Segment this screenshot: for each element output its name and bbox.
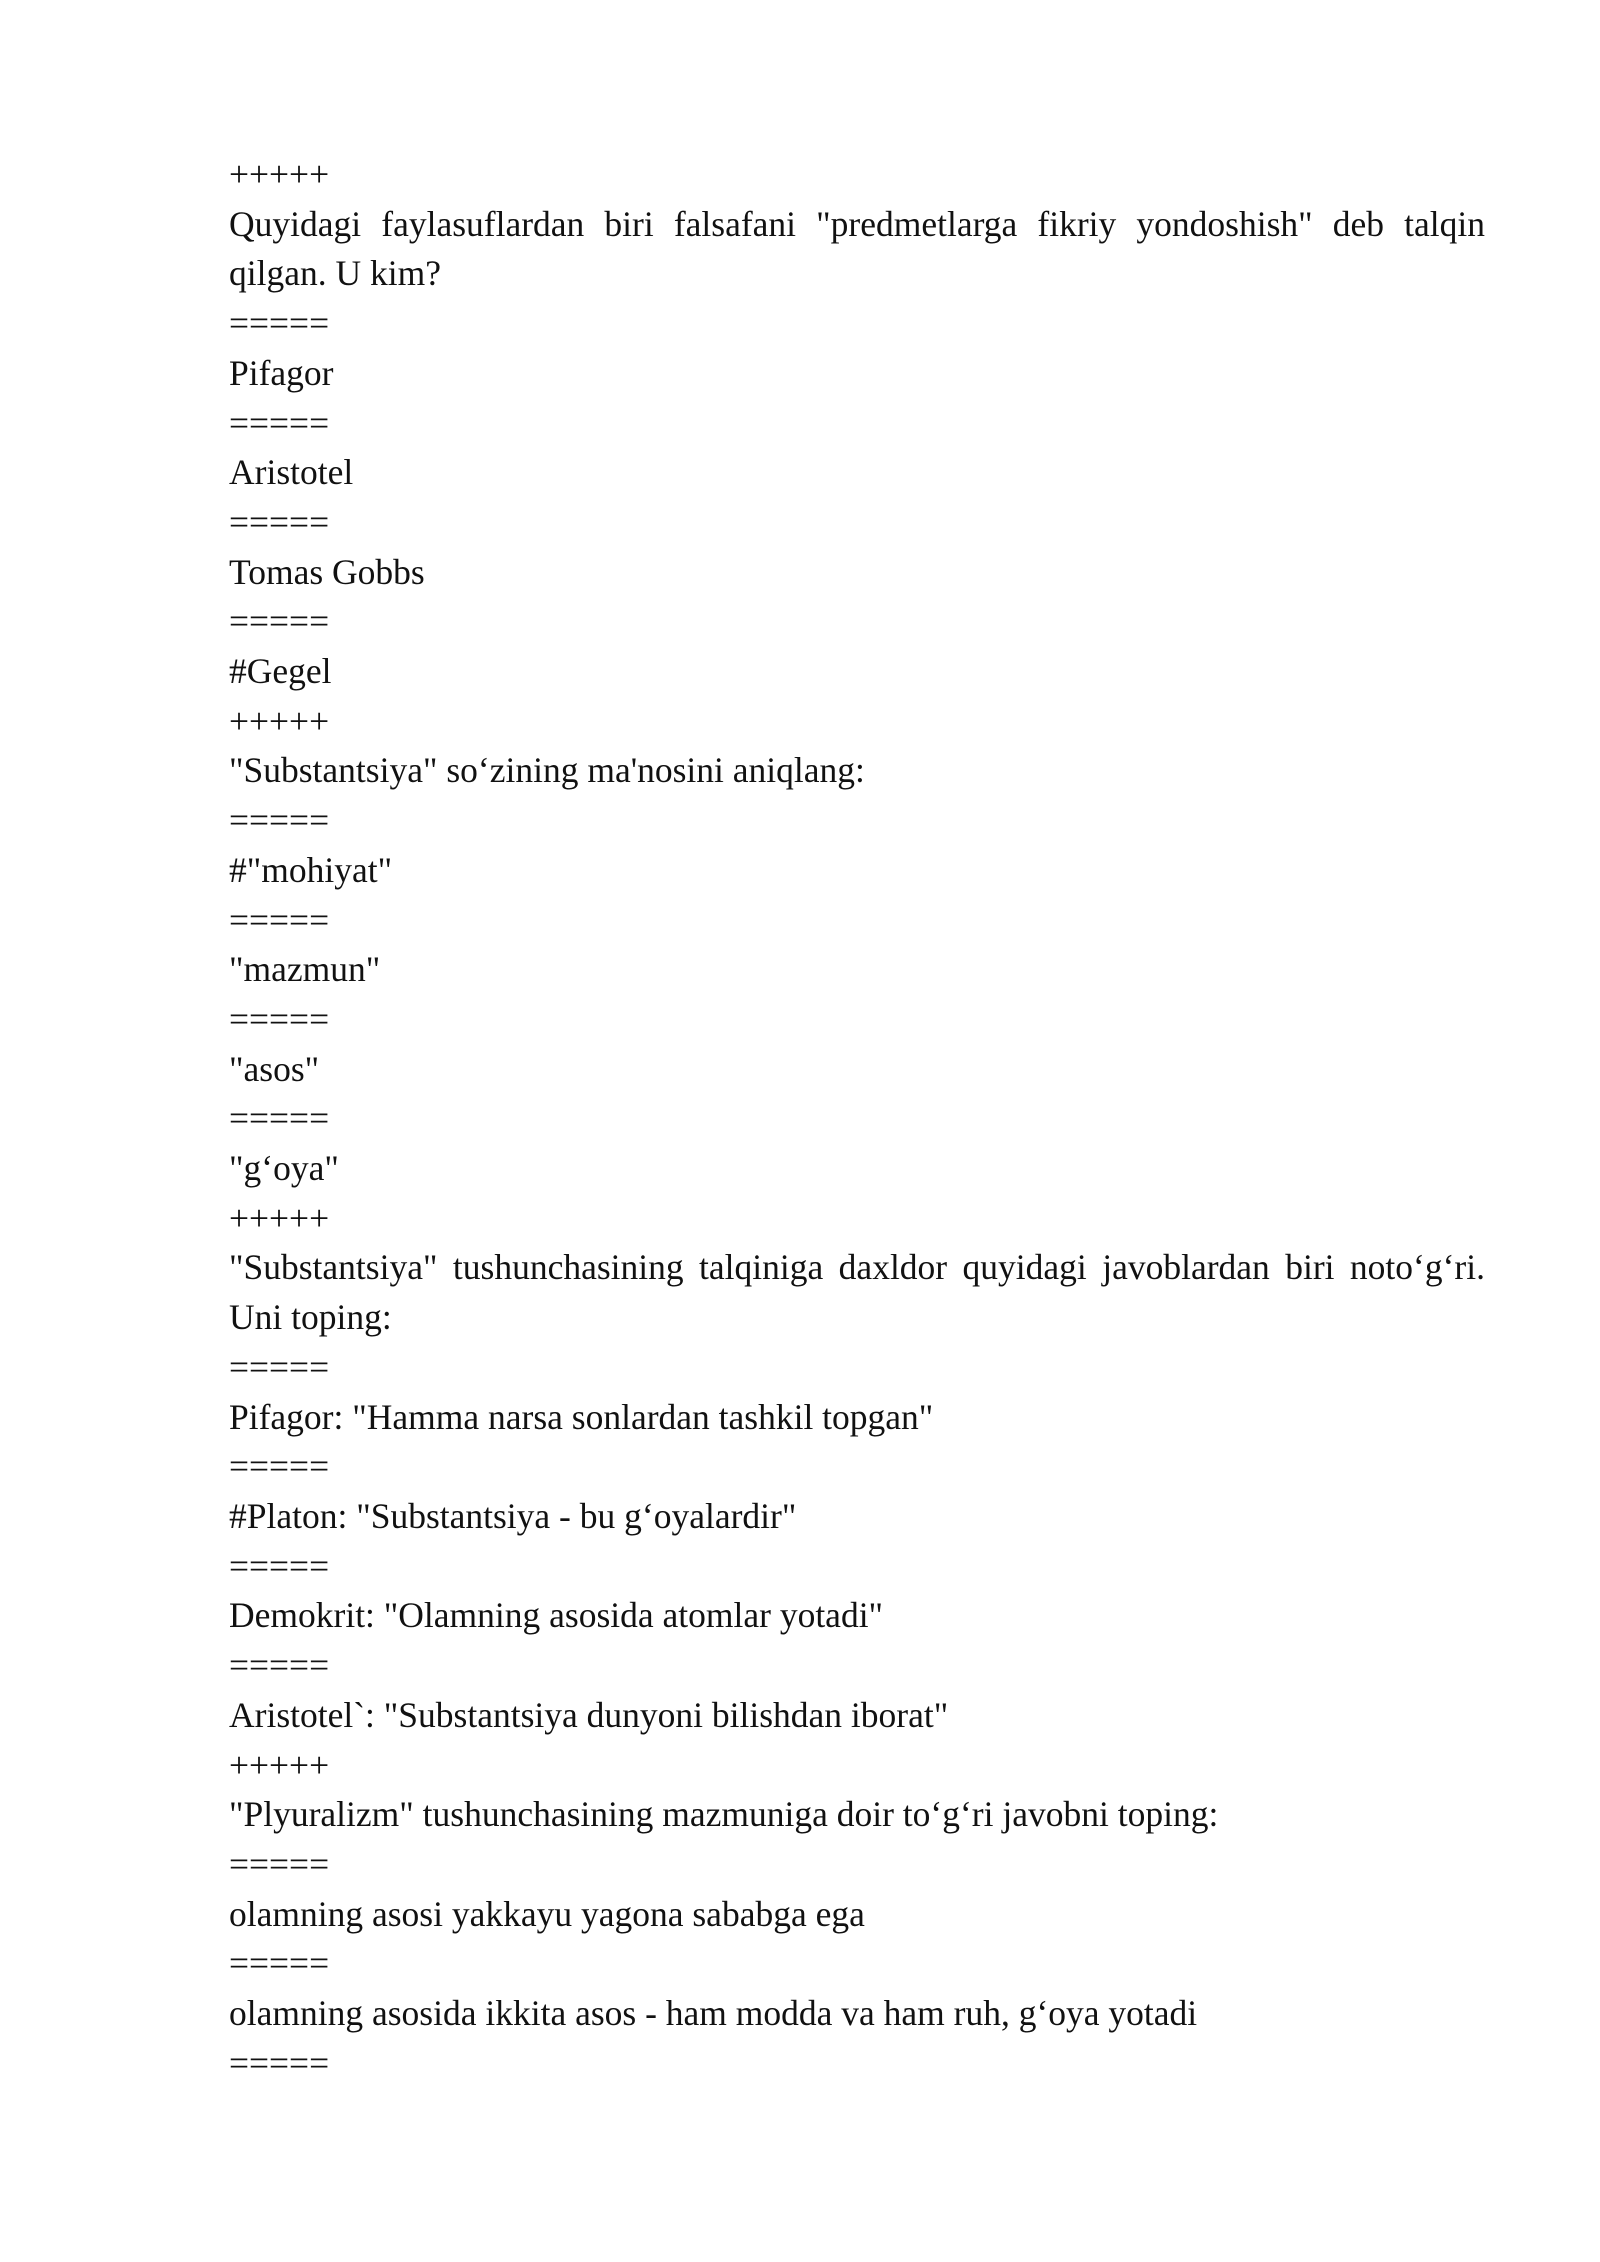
- answer-option: Demokrit: "Olamning asosida atomlar yotadi": [229, 1595, 884, 1636]
- option-separator: =====: [229, 1943, 330, 1984]
- option-separator: =====: [229, 800, 330, 841]
- question-text: "Plyuralizm" tushunchasining mazmuniga doir to‘g‘ri javobni toping:: [229, 1794, 1219, 1835]
- option-separator: =====: [229, 1843, 330, 1884]
- option-separator: =====: [229, 998, 330, 1039]
- option-separator: =====: [229, 1645, 330, 1686]
- option-separator: =====: [229, 899, 330, 940]
- answer-option: Pifagor: [229, 352, 334, 393]
- answer-option: Aristotel: [229, 452, 354, 493]
- option-separator: =====: [229, 501, 330, 542]
- answer-option: "mazmun": [229, 949, 381, 990]
- answer-option: Tomas Gobbs: [229, 551, 425, 592]
- option-separator: =====: [229, 601, 330, 642]
- answer-option-correct: #Gegel: [229, 651, 332, 692]
- question-separator: +++++: [229, 154, 330, 194]
- question-text: Quyidagi faylasuflardan biri falsafani "predmetlarga fikriy yondoshish" deb talqin qilgan. U kim?: [229, 203, 1494, 294]
- answer-option: Pifagor: "Hamma narsa sonlardan tashkil topgan": [229, 1396, 934, 1437]
- question-separator: +++++: [229, 1197, 330, 1238]
- answer-option: "g‘oya": [229, 1148, 339, 1189]
- answer-option: "asos": [229, 1048, 320, 1089]
- question-separator: +++++: [229, 700, 330, 741]
- question-text: "Substantsiya" so‘zining ma'nosini aniqlang:: [229, 750, 865, 791]
- option-separator: =====: [229, 303, 330, 344]
- answer-option-correct: #"mohiyat": [229, 849, 393, 890]
- answer-option: Aristotel`: "Substantsiya dunyoni bilishdan iborat": [229, 1694, 949, 1735]
- question-separator: +++++: [229, 1744, 330, 1785]
- option-separator: =====: [229, 1346, 330, 1387]
- option-separator: =====: [229, 2042, 330, 2083]
- document-page: [229, 150, 1494, 2088]
- option-separator: =====: [229, 402, 330, 443]
- option-separator: =====: [229, 1545, 330, 1586]
- answer-option: olamning asosi yakkayu yagona sababga ega: [229, 1893, 865, 1934]
- question-text: "Substantsiya" tushunchasining talqiniga daxldor quyidagi javoblardan biri noto‘g‘ri. Uni toping:: [229, 1247, 1494, 1338]
- option-separator: =====: [229, 1446, 330, 1487]
- answer-option-correct: #Platon: "Substantsiya - bu g‘oyalardir": [229, 1495, 797, 1536]
- answer-option: olamning asosida ikkita asos - ham modda va ham ruh, g‘oya yotadi: [229, 1993, 1198, 2034]
- option-separator: =====: [229, 1098, 330, 1139]
